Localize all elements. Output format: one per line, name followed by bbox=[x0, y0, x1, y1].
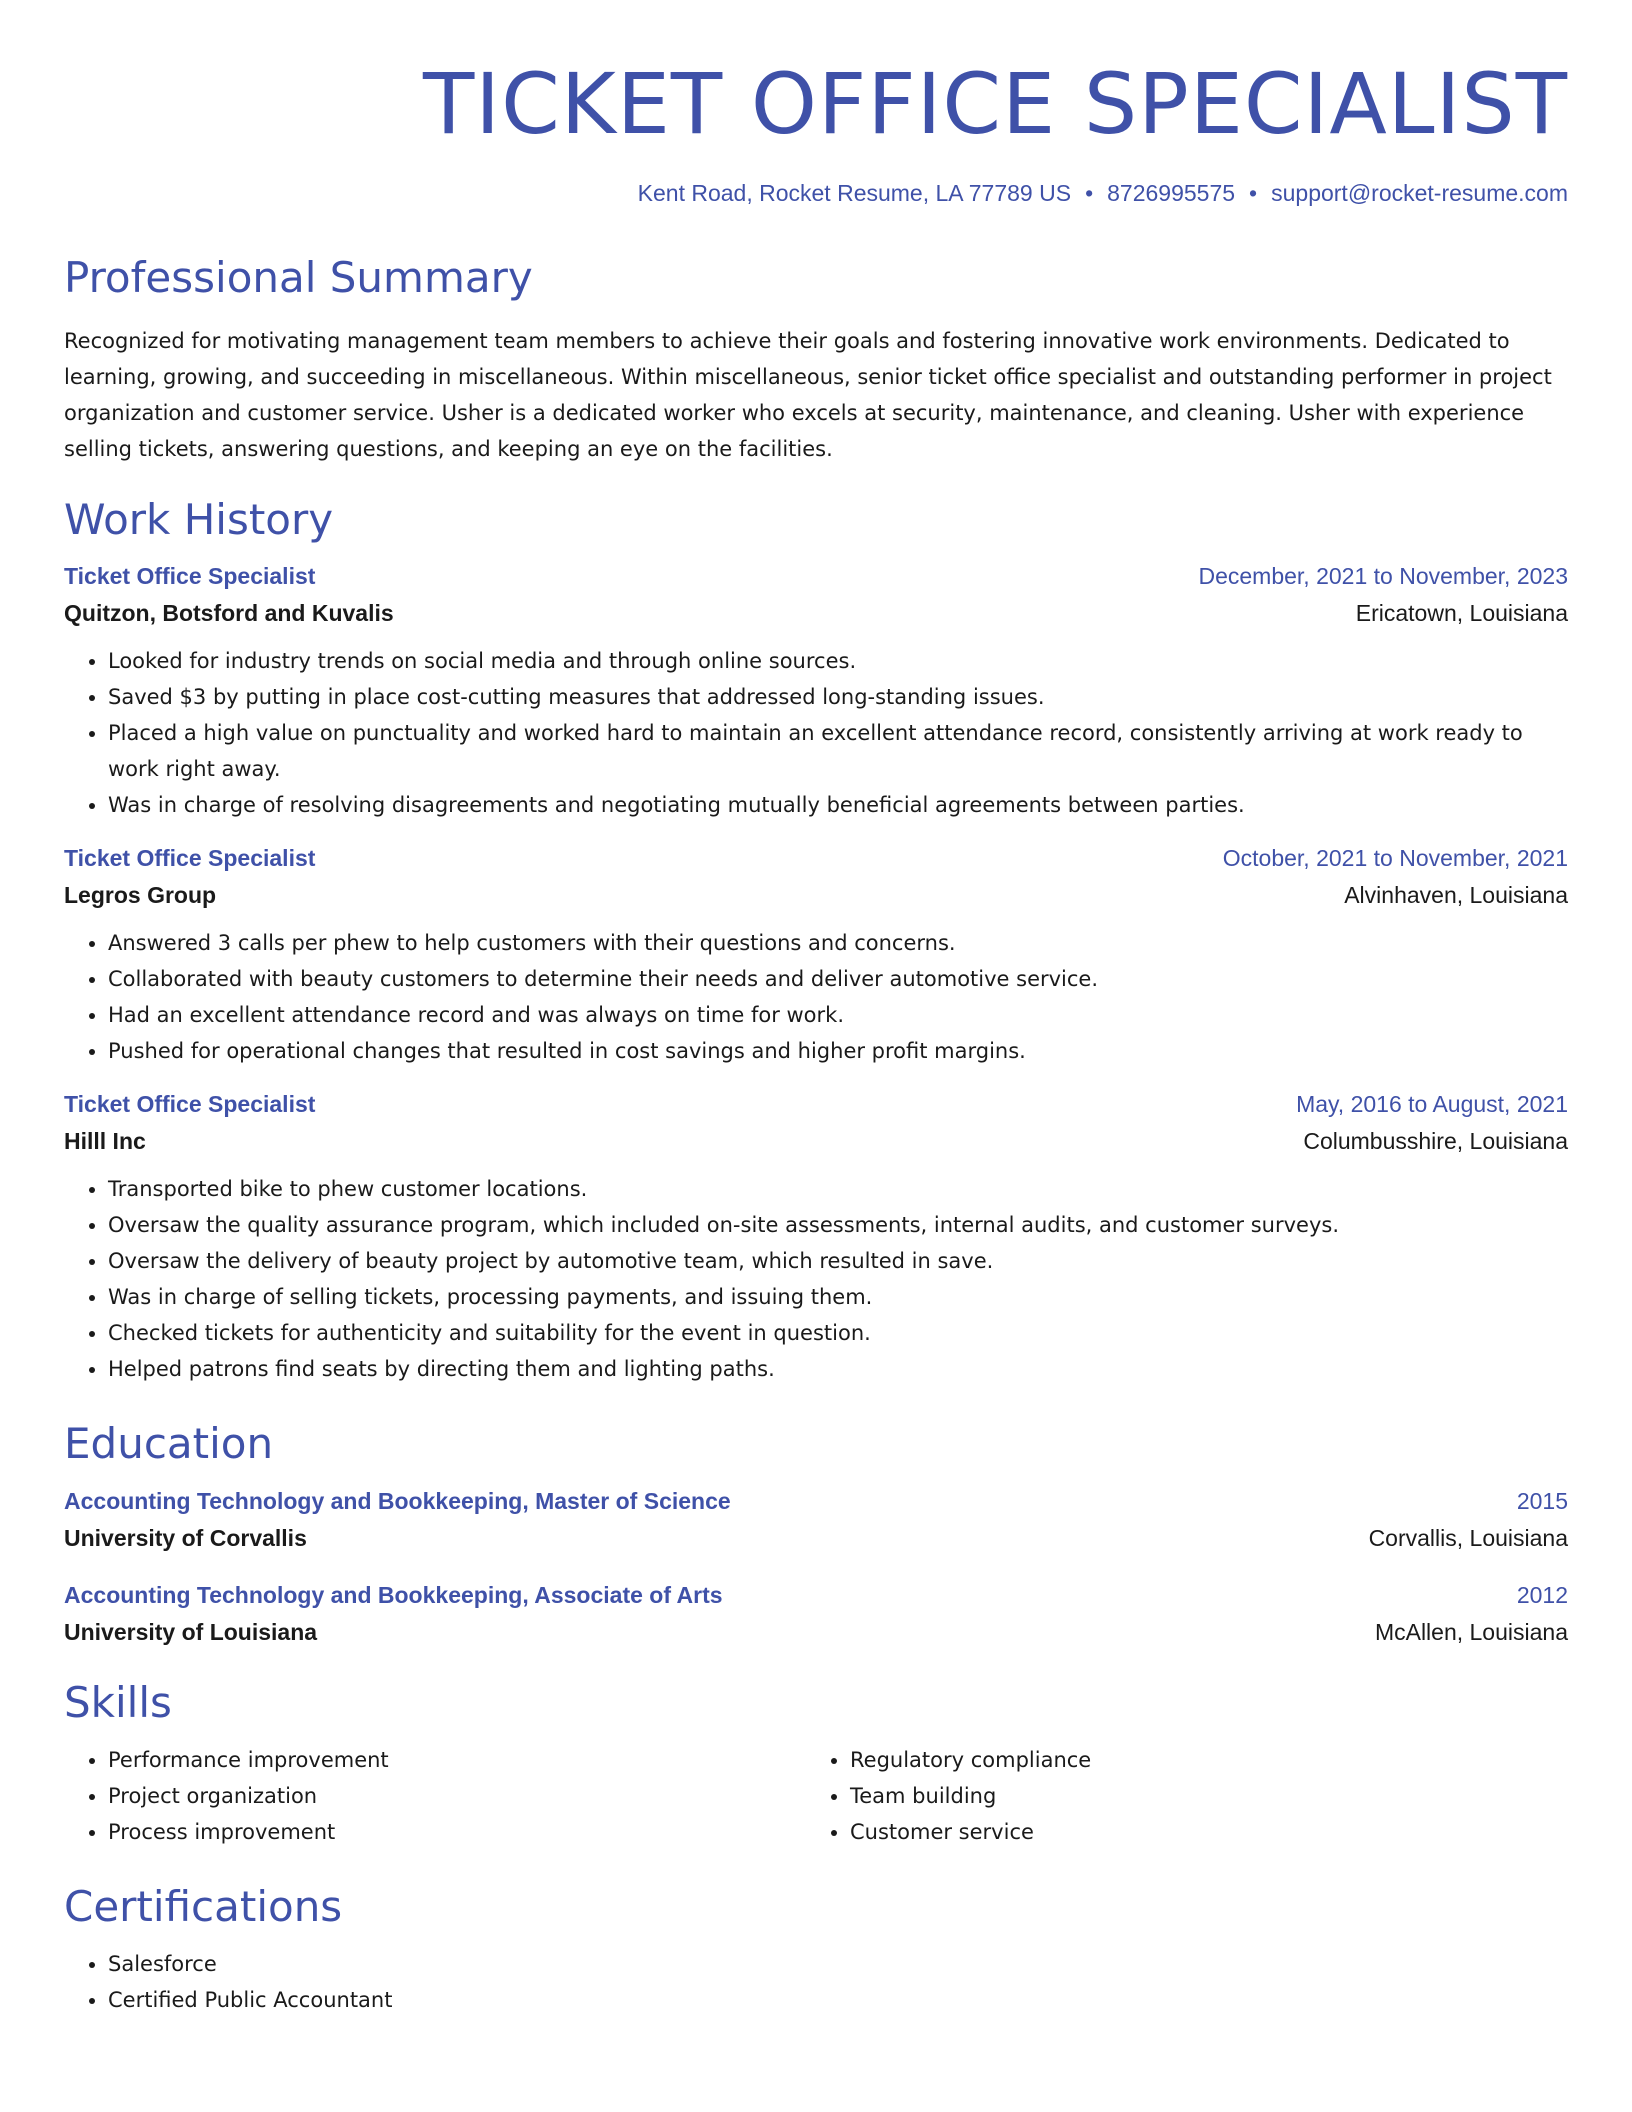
certifications-list bbox=[64, 1946, 1568, 2018]
job-location: Ericatown, Louisiana bbox=[1355, 600, 1568, 627]
education-heading: Education bbox=[64, 1419, 274, 1469]
job-bullet: • Was in charge of resolving disagreements and negotiating mutually beneficial agreements between parties. bbox=[108, 787, 1568, 823]
resume-page bbox=[64, 0, 1568, 2018]
job-location: Columbusshire, Louisiana bbox=[1303, 1128, 1568, 1155]
skills-list bbox=[64, 1742, 806, 1850]
job-bullet: • Answered 3 calls per phew to help customers with their questions and concerns. bbox=[108, 925, 1568, 961]
skills-heading: Skills bbox=[64, 1677, 172, 1727]
education-location: McAllen, Louisiana bbox=[1374, 1618, 1568, 1645]
job-bullets bbox=[64, 1171, 1568, 1387]
job-dates: May, 2016 to August, 2021 bbox=[1296, 1091, 1568, 1118]
job-company: Legros Group bbox=[64, 882, 217, 909]
job-bullet: • Was in charge of selling tickets, processing payments, and issuing them. bbox=[108, 1279, 1568, 1315]
job-bullet: • Placed a high value on punctuality and worked hard to maintain an excellent attendance record, consistently arriving at work ready to work right away. bbox=[108, 715, 1568, 787]
job-bullet: • Had an excellent attendance record and was always on time for work. bbox=[108, 997, 1568, 1033]
certification-item: • Certified Public Accountant bbox=[108, 1982, 1568, 2018]
job-entry bbox=[64, 563, 1568, 823]
work-history-heading: Work History bbox=[64, 495, 334, 545]
job-role: Ticket Office Specialist bbox=[64, 563, 316, 590]
phone-text: 8726995575 bbox=[1107, 180, 1236, 206]
skill-item: • Regulatory compliance bbox=[850, 1742, 1548, 1778]
job-company: Quitzon, Botsford and Kuvalis bbox=[64, 600, 394, 627]
job-dates: December, 2021 to November, 2023 bbox=[1198, 563, 1568, 590]
job-dates: October, 2021 to November, 2021 bbox=[1222, 845, 1568, 872]
skills-list bbox=[806, 1742, 1548, 1850]
resume-name-title: TICKET OFFICE SPECIALIST bbox=[423, 55, 1568, 153]
education-degree: Accounting Technology and Bookkeeping, Master of Science bbox=[64, 1487, 731, 1514]
job-bullet: • Transported bike to phew customer locations. bbox=[108, 1171, 1568, 1207]
skill-item: • Team building bbox=[850, 1778, 1548, 1814]
skills-column-right bbox=[806, 1742, 1548, 1850]
job-bullet: • Looked for industry trends on social media and through online sources. bbox=[108, 643, 1568, 679]
summary-text: Recognized for motivating management team members to achieve their goals and fostering innovative work environments. Dedicated to learning, growing, and succeeding in miscellaneous. Within miscellaneous, senior ticket office specialist and outstanding performer in project organization and customer service. Usher is a dedicated worker who excels at security, maintenance, and cleaning. Usher with experience selling tickets, answering questions, and keeping an eye on the facilities. bbox=[64, 329, 1552, 462]
job-bullet: • Oversaw the quality assurance program, which included on-site assessments, internal audits, and customer surveys. bbox=[108, 1207, 1568, 1243]
skill-item: • Customer service bbox=[850, 1814, 1548, 1850]
education-school: University of Louisiana bbox=[64, 1618, 318, 1645]
job-bullet: • Saved $3 by putting in place cost-cutting measures that addressed long-standing issues. bbox=[108, 679, 1568, 715]
job-bullet: • Pushed for operational changes that resulted in cost savings and higher profit margins. bbox=[108, 1033, 1568, 1069]
summary-heading: Professional Summary bbox=[64, 253, 533, 302]
job-location: Alvinhaven, Louisiana bbox=[1344, 882, 1568, 909]
job-bullet: • Collaborated with beauty customers to determine their needs and deliver automotive service. bbox=[108, 961, 1568, 997]
certification-item: • Salesforce bbox=[108, 1946, 1568, 1982]
address-text: Kent Road, Rocket Resume, LA 77789 US bbox=[637, 180, 1072, 206]
job-entry bbox=[64, 845, 1568, 1069]
contact-line bbox=[64, 180, 1568, 207]
job-bullet: • Checked tickets for authenticity and suitability for the event in question. bbox=[108, 1315, 1568, 1351]
education-entry bbox=[64, 1488, 1568, 1552]
job-bullet: • Oversaw the delivery of beauty project by automotive team, which resulted in save. bbox=[108, 1243, 1568, 1279]
skill-item: • Project organization bbox=[108, 1778, 806, 1814]
skill-item: • Performance improvement bbox=[108, 1742, 806, 1778]
skill-item: • Process improvement bbox=[108, 1814, 806, 1850]
certifications-heading: Certifications bbox=[64, 1881, 343, 1931]
separator-dot: • bbox=[1249, 180, 1258, 206]
skills-column-left bbox=[64, 1742, 806, 1850]
job-bullets bbox=[64, 643, 1568, 823]
email-link[interactable]: support@rocket-resume.com bbox=[1271, 180, 1568, 206]
job-entry bbox=[64, 1091, 1568, 1387]
job-bullet: • Helped patrons find seats by directing them and lighting paths. bbox=[108, 1351, 1568, 1387]
education-entry bbox=[64, 1582, 1568, 1646]
skills-columns bbox=[64, 1742, 1568, 1850]
education-year: 2015 bbox=[1516, 1487, 1568, 1514]
education-location: Corvallis, Louisiana bbox=[1368, 1524, 1568, 1551]
job-role: Ticket Office Specialist bbox=[64, 1091, 316, 1118]
education-school: University of Corvallis bbox=[64, 1524, 307, 1551]
education-year: 2012 bbox=[1516, 1581, 1568, 1608]
education-degree: Accounting Technology and Bookkeeping, Associate of Arts bbox=[64, 1581, 723, 1608]
job-role: Ticket Office Specialist bbox=[64, 845, 316, 872]
job-company: Hilll Inc bbox=[64, 1128, 146, 1155]
job-bullets bbox=[64, 925, 1568, 1069]
separator-dot: • bbox=[1085, 180, 1094, 206]
